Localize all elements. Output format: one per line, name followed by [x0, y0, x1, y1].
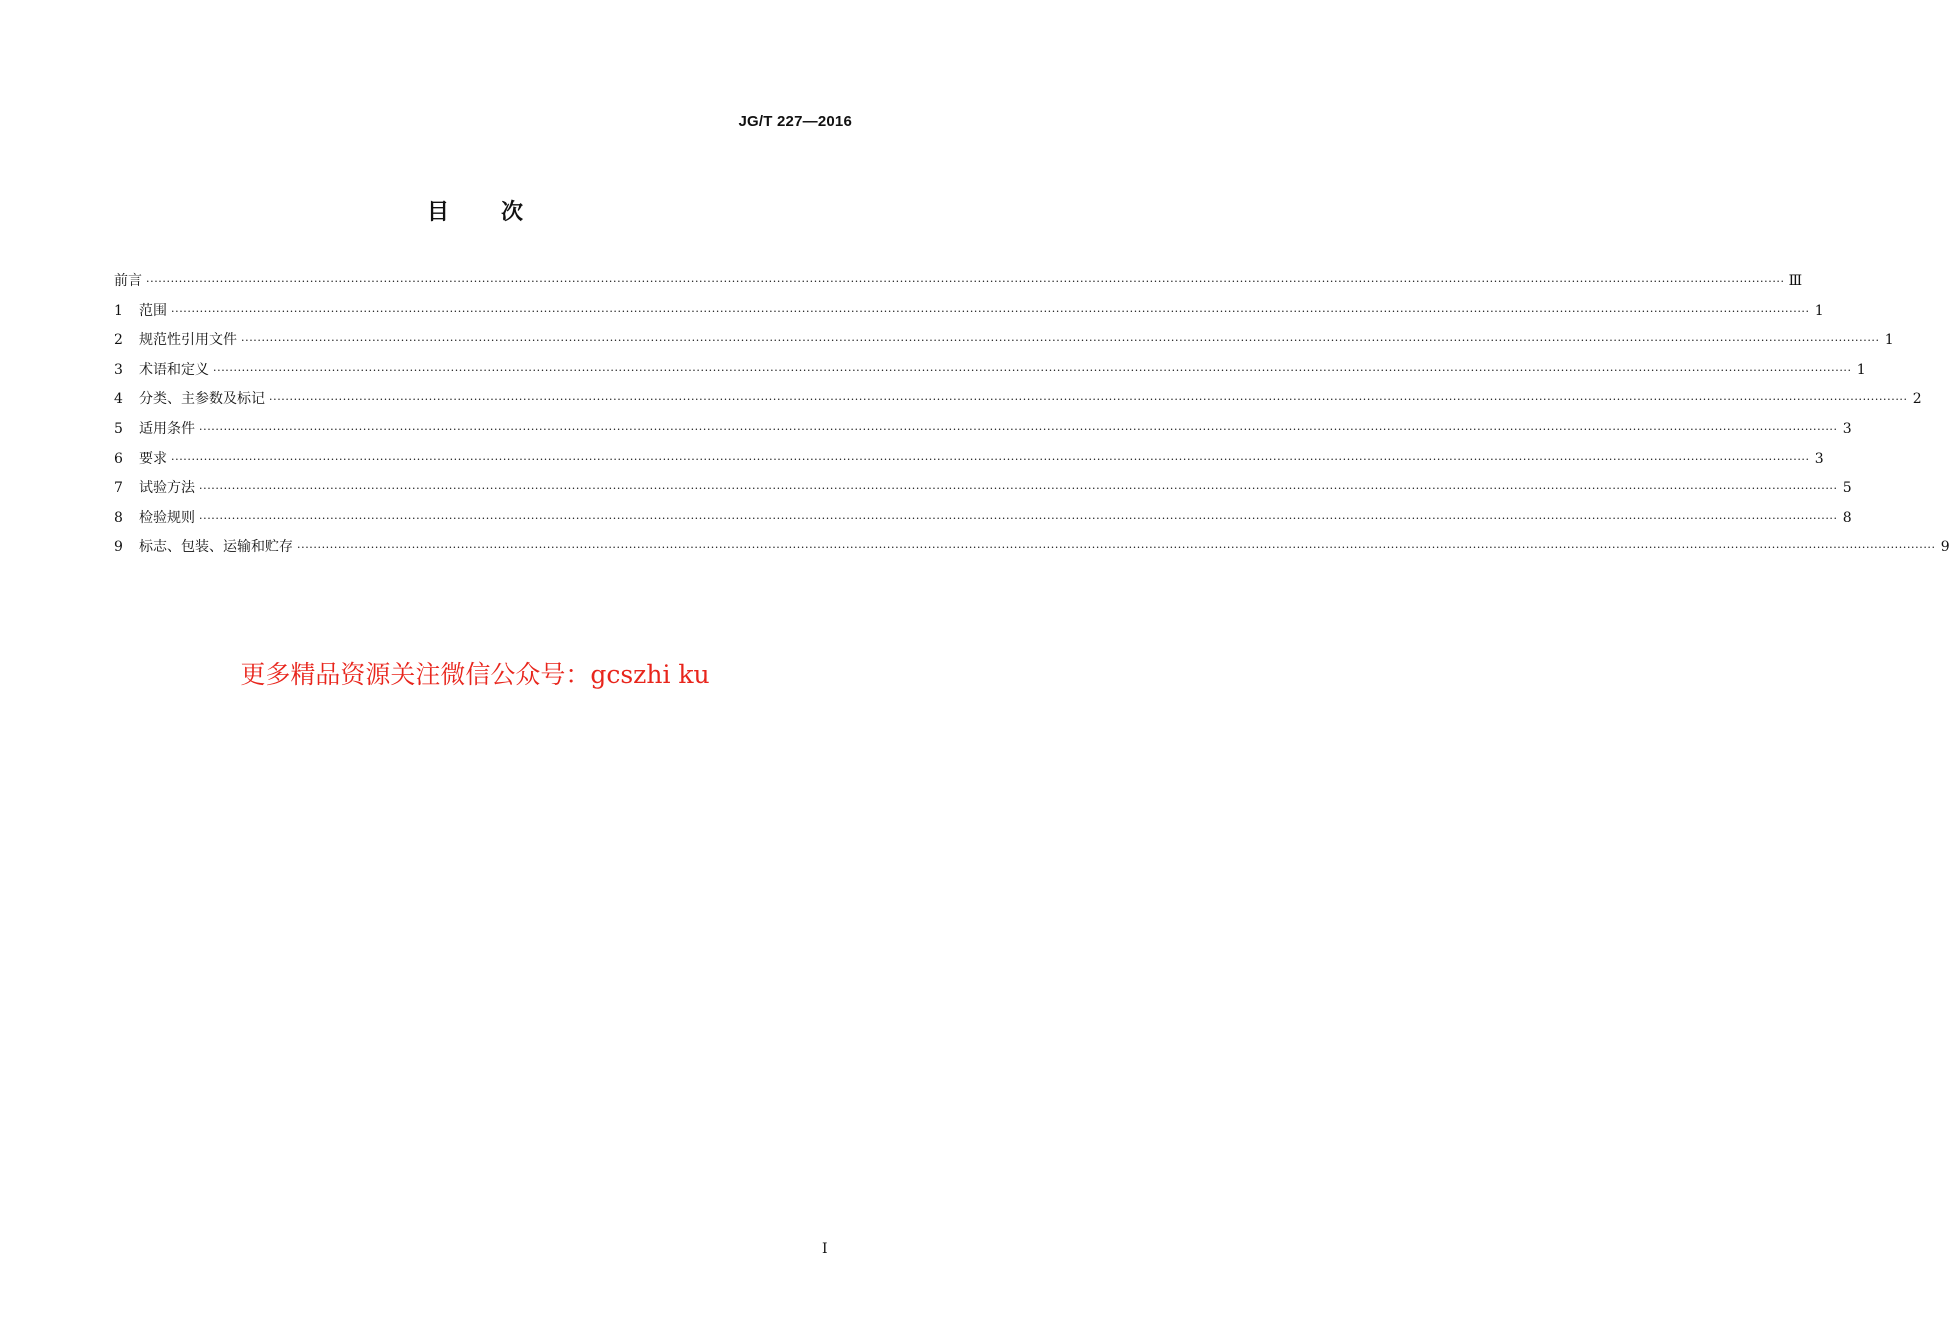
toc-number: 1: [114, 302, 123, 319]
toc-number: 5: [114, 420, 123, 437]
page-title: [0, 195, 950, 226]
toc-leader-dots: ················································································································································································································································································································································································································: [269, 393, 1908, 407]
toc-number: 3: [114, 361, 123, 378]
toc-page-number: 2: [1912, 391, 1922, 408]
table-of-contents: [114, 270, 1950, 566]
toc-leader-dots: ················································································································································································································································································································································································································: [146, 275, 1785, 288]
toc-leader-dots: ················································································································································································································································································································································································································: [297, 541, 1936, 555]
toc-number: 8: [114, 509, 123, 526]
toc-leader-dots: ················································································································································································································································································································································································································: [213, 363, 1852, 377]
toc-label: 范围: [139, 302, 167, 319]
toc-leader-dots: ················································································································································································································································································································································································································: [171, 452, 1810, 466]
page-number: I: [822, 1241, 828, 1257]
toc-label: 规范性引用文件: [139, 332, 237, 349]
toc-number: 2: [114, 332, 123, 349]
toc-page-number: 1: [1856, 361, 1866, 378]
toc-label: 检验规则: [139, 509, 195, 526]
promo-watermark-text: 更多精品资源关注微信公众号：gcszhi ku: [240, 660, 710, 689]
toc-entry-foreword[interactable]: [114, 270, 1803, 300]
toc-entry-3[interactable]: [114, 359, 1866, 389]
toc-entry-8[interactable]: [114, 507, 1852, 537]
toc-entry-6[interactable]: [114, 448, 1824, 478]
toc-page-number: 1: [1814, 302, 1824, 319]
toc-leader-dots: ················································································································································································································································································································································································································: [171, 304, 1810, 318]
toc-leader-dots: ················································································································································································································································································································································································································: [199, 482, 1838, 496]
toc-label: 前言: [114, 273, 142, 289]
toc-label: 适用条件: [139, 420, 195, 437]
toc-number: 9: [114, 539, 123, 556]
toc-page-number: 5: [1842, 480, 1852, 497]
toc-label: 分类、主参数及标记: [139, 391, 265, 408]
toc-label: 术语和定义: [139, 361, 209, 378]
toc-leader-dots: ················································································································································································································································································································································································································: [199, 511, 1838, 525]
toc-page-number: 3: [1814, 450, 1824, 467]
toc-entry-2[interactable]: [114, 329, 1894, 359]
toc-number: 4: [114, 391, 123, 408]
standard-code: JG/T 227—2016: [738, 113, 852, 130]
toc-entry-5[interactable]: [114, 418, 1852, 448]
toc-entry-7[interactable]: [114, 477, 1852, 507]
toc-page-number: Ⅲ: [1788, 273, 1803, 289]
toc-label: 标志、包装、运输和贮存: [139, 539, 293, 556]
toc-number: 6: [114, 450, 123, 467]
title-char-1: 目: [426, 200, 449, 225]
toc-page-number: 1: [1884, 332, 1894, 349]
toc-entry-4[interactable]: [114, 388, 1922, 418]
toc-page-number: 3: [1842, 420, 1852, 437]
toc-entry-1[interactable]: [114, 300, 1824, 330]
toc-leader-dots: ················································································································································································································································································································································································································: [241, 334, 1880, 348]
toc-leader-dots: ················································································································································································································································································································································································································: [199, 422, 1838, 436]
toc-page-number: 9: [1940, 539, 1950, 556]
toc-page-number: 8: [1842, 509, 1852, 526]
title-char-2: 次: [501, 200, 524, 225]
toc-label: 要求: [139, 450, 167, 467]
toc-entry-9[interactable]: [114, 536, 1950, 566]
toc-label: 试验方法: [139, 480, 195, 497]
toc-number: 7: [114, 480, 123, 497]
